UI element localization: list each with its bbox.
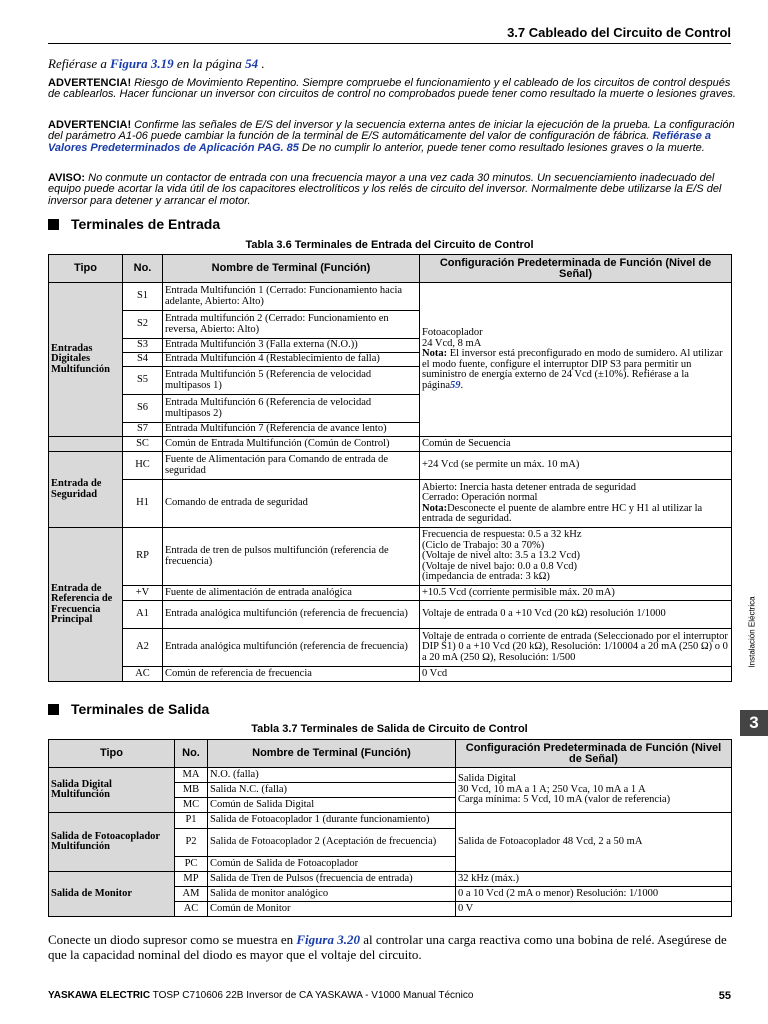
section-title: 3.7 Cableado del Circuito de Control bbox=[507, 25, 731, 40]
diode-note: Conecte un diodo supresor como se muestra en Figura 3.20 al controlar una carga reactiva como una bobina de relé. Asegúrese de que la capacidad nominal del diodo es mayor que el voltaje del circuito. bbox=[48, 932, 727, 962]
header-cell: No. bbox=[123, 255, 163, 283]
page-number: 55 bbox=[718, 990, 731, 1002]
group-label: Entrada de Referencia de Frecuencia Principal bbox=[49, 528, 123, 682]
terminal-no: P2 bbox=[175, 829, 208, 857]
terminal-name: Salida de Tren de Pulsos (frecuencia de entrada) bbox=[208, 872, 456, 887]
page-header bbox=[48, 24, 731, 44]
terminal-name: Entrada Multifunción 1 (Cerrado: Funcionamiento hacia adelante, Abierto: Alto) bbox=[163, 283, 420, 311]
terminal-no: A1 bbox=[123, 601, 163, 629]
terminal-name: Salida N.C. (falla) bbox=[208, 783, 456, 798]
terminal-name: Salida de Fotoacoplador 2 (Aceptación de frecuencia) bbox=[208, 829, 456, 857]
terminal-no: S2 bbox=[123, 311, 163, 339]
terminal-no: P1 bbox=[175, 813, 208, 829]
terminal-no: S5 bbox=[123, 367, 163, 395]
terminal-name: Entrada Multifunción 5 (Referencia de velocidad multipasos 1) bbox=[163, 367, 420, 395]
notice-paragraph: AVISO: No conmute un contactor de entrada con una frecuencia mayor a una vez cada 30 minutos. Un secuenciamiento inadecuado del equipo puede acortar la vida útil de los capacitores electrolíticos y los relés de circuito del inversor. Normalmente debe utilizarse la E/S del inversor para detener y arrancar el motor. bbox=[48, 172, 722, 207]
terminal-name: N.O. (falla) bbox=[208, 768, 456, 783]
terminal-name: Común de Entrada Multifunción (Común de Control) bbox=[163, 437, 420, 452]
section-heading: Terminales de Entrada bbox=[48, 216, 220, 232]
terminal-no: MA bbox=[175, 768, 208, 783]
terminal-name: Entrada Multifunción 6 (Referencia de velocidad multipasos 2) bbox=[163, 395, 420, 423]
terminal-name: Entrada Multifunción 7 (Referencia de avance lento) bbox=[163, 423, 420, 437]
terminal-no: AC bbox=[175, 902, 208, 917]
header-cell: Tipo bbox=[49, 255, 123, 283]
terminal-config: Abierto: Inercia hasta detener entrada de seguridad Cerrado: Operación normal Nota:Desconecte el puente de alambre entre HC y H1 al utilizar la entrada de seguridad. bbox=[420, 480, 732, 528]
page-link[interactable]: 59 bbox=[450, 379, 461, 391]
terminal-no: +V bbox=[123, 586, 163, 601]
square-bullet-icon bbox=[48, 219, 59, 230]
group-label: Entrada de Seguridad bbox=[49, 452, 123, 528]
group-label: Salida de Fotoacoplador Multifunción bbox=[49, 813, 175, 872]
terminal-no: S3 bbox=[123, 339, 163, 353]
terminal-name: Fuente de alimentación de entrada analógica bbox=[163, 586, 420, 601]
terminal-name: Entrada Multifunción 4 (Restablecimiento de falla) bbox=[163, 353, 420, 367]
group-label: Salida de Monitor bbox=[49, 872, 175, 917]
terminal-no: MC bbox=[175, 798, 208, 813]
terminal-no: AC bbox=[123, 667, 163, 682]
terminal-name: Fuente de Alimentación para Comando de entrada de seguridad bbox=[163, 452, 420, 480]
terminal-name: Común de Salida de Fotoacoplador bbox=[208, 857, 456, 872]
header-cell: Tipo bbox=[49, 740, 175, 768]
terminal-config: +24 Vcd (se permite un máx. 10 mA) bbox=[420, 452, 732, 480]
terminal-config: Fotoacoplador 24 Vcd, 8 mA Nota: El inversor está preconfigurado en modo de sumidero. Al utilizar el modo fuente, configure el interruptor DIP S3 para permitir un suministro de energía externo de 24 Vcd (±10%). Refiérase a la página59. bbox=[420, 283, 732, 437]
terminal-config: +10.5 Vcd (corriente permisible máx. 20 mA) bbox=[420, 586, 732, 601]
table-caption: Tabla 3.7 Terminales de Salida de Circuito de Control bbox=[251, 723, 528, 735]
warning-paragraph: ADVERTENCIA! Confirme las señales de E/S del inversor y la secuencia externa antes de iniciar la ejecución de la prueba. La configuración del parámetro A1-06 puede cambiar la función de la terminal de E/S automáticamente del valor de configuración de fábrica. Refiérase a Valores Predeterminados de Aplicación PAG. 85 De no cumplir lo anterior, puede tener como resultado lesiones graves o la muerte. bbox=[48, 119, 735, 154]
header-cell: No. bbox=[175, 740, 208, 768]
figure-link[interactable]: Figura 3.20 bbox=[296, 932, 360, 947]
terminal-config: Salida Digital 30 Vcd, 10 mA a 1 A; 250 Vca, 10 mA a 1 A Carga mínima: 5 Vcd, 10 mA (valor de referencia) bbox=[456, 768, 732, 813]
figure-reference: Refiérase a Figura 3.19 en la página 54 . bbox=[48, 56, 265, 71]
terminal-config: Voltaje de entrada 0 a +10 Vcd (20 kΩ) resolución 1/1000 bbox=[420, 601, 732, 629]
defaults-link[interactable]: Refiérase a Valores Predeterminados de Aplicación PAG. 85 bbox=[48, 130, 712, 154]
header-cell: Configuración Predeterminada de Función (Nivel de Señal) bbox=[456, 740, 732, 768]
terminal-name: Entrada Multifunción 3 (Falla externa (N.O.)) bbox=[163, 339, 420, 353]
terminal-no: PC bbox=[175, 857, 208, 872]
terminal-no: S1 bbox=[123, 283, 163, 311]
header-cell: Configuración Predeterminada de Función (Nivel de Señal) bbox=[420, 255, 732, 283]
terminal-no: RP bbox=[123, 528, 163, 586]
terminal-name: Común de referencia de frecuencia bbox=[163, 667, 420, 682]
terminal-no: H1 bbox=[123, 480, 163, 528]
figure-link[interactable]: Figura 3.19 bbox=[110, 56, 174, 71]
input-terminals-table bbox=[48, 254, 732, 682]
chapter-tab[interactable]: 3 bbox=[740, 710, 768, 736]
terminal-no: AM bbox=[175, 887, 208, 902]
terminal-no: MB bbox=[175, 783, 208, 798]
terminal-config: Frecuencia de respuesta: 0.5 a 32 kHz (Ciclo de Trabajo: 30 a 70%) (Voltaje de nivel alto: 3.5 a 13.2 Vcd) (Voltaje de nivel bajo: 0.0 a 0.8 Vcd) (impedancia de entrada: 3 kΩ) bbox=[420, 528, 732, 586]
terminal-name: Común de Salida Digital bbox=[208, 798, 456, 813]
output-terminals-table bbox=[48, 739, 732, 917]
group-label-empty bbox=[49, 437, 123, 452]
terminal-name: Entrada analógica multifunción (referencia de frecuencia) bbox=[163, 601, 420, 629]
terminal-config: 32 kHz (máx.) bbox=[456, 872, 732, 887]
terminal-config: 0 V bbox=[456, 902, 732, 917]
terminal-no: S6 bbox=[123, 395, 163, 423]
terminal-name: Común de Monitor bbox=[208, 902, 456, 917]
terminal-config: 0 Vcd bbox=[420, 667, 732, 682]
terminal-no: HC bbox=[123, 452, 163, 480]
terminal-config: Salida de Fotoacoplador 48 Vcd, 2 a 50 mA bbox=[456, 813, 732, 872]
terminal-config: 0 a 10 Vcd (2 mA o menor) Resolución: 1/1000 bbox=[456, 887, 732, 902]
group-label: Entradas Digitales Multifunción bbox=[49, 283, 123, 437]
section-heading: Terminales de Salida bbox=[48, 701, 209, 717]
page-link[interactable]: 54 bbox=[245, 56, 259, 71]
chapter-side-label: Instalación Eléctrica bbox=[747, 596, 757, 668]
table-caption: Tabla 3.6 Terminales de Entrada del Circuito de Control bbox=[245, 239, 534, 251]
terminal-name: Entrada multifunción 2 (Cerrado: Funcionamiento en reversa, Abierto: Alto) bbox=[163, 311, 420, 339]
square-bullet-icon bbox=[48, 704, 59, 715]
terminal-no: MP bbox=[175, 872, 208, 887]
terminal-no: SC bbox=[123, 437, 163, 452]
terminal-config: Común de Secuencia bbox=[420, 437, 732, 452]
page-footer bbox=[48, 990, 731, 1001]
terminal-name: Salida de Fotoacoplador 1 (durante funcionamiento) bbox=[208, 813, 456, 829]
terminal-config: Voltaje de entrada o corriente de entrada (Seleccionado por el interruptor DIP S1) 0 a +10 Vcd (20 kΩ), Resolución: 1/10004 a 20 mA (250 Ω) o 0 a 20 mA (250 Ω), Resolución: 1/500 bbox=[420, 629, 732, 667]
footer-doc: TOSP C710606 22B Inversor de CA YASKAWA - V1000 Manual Técnico bbox=[150, 990, 474, 1001]
terminal-no: S7 bbox=[123, 423, 163, 437]
warning-paragraph: ADVERTENCIA! Riesgo de Movimiento Repentino. Siempre compruebe el funcionamiento y el cableado de los circuitos de control después de cablearlos. Hacer funcionar un inversor con circuitos de control no comprobados puede tener como resultado la muerte o lesiones graves. bbox=[48, 77, 736, 101]
terminal-name: Comando de entrada de seguridad bbox=[163, 480, 420, 528]
terminal-no: S4 bbox=[123, 353, 163, 367]
terminal-name: Entrada de tren de pulsos multifunción (referencia de frecuencia) bbox=[163, 528, 420, 586]
header-cell: Nombre de Terminal (Función) bbox=[163, 255, 420, 283]
group-label: Salida Digital Multifunción bbox=[49, 768, 175, 813]
terminal-name: Entrada analógica multifunción (referencia de frecuencia) bbox=[163, 629, 420, 667]
terminal-name: Salida de monitor analógico bbox=[208, 887, 456, 902]
footer-brand: YASKAWA ELECTRIC bbox=[48, 990, 151, 1001]
header-cell: Nombre de Terminal (Función) bbox=[208, 740, 456, 768]
terminal-no: A2 bbox=[123, 629, 163, 667]
